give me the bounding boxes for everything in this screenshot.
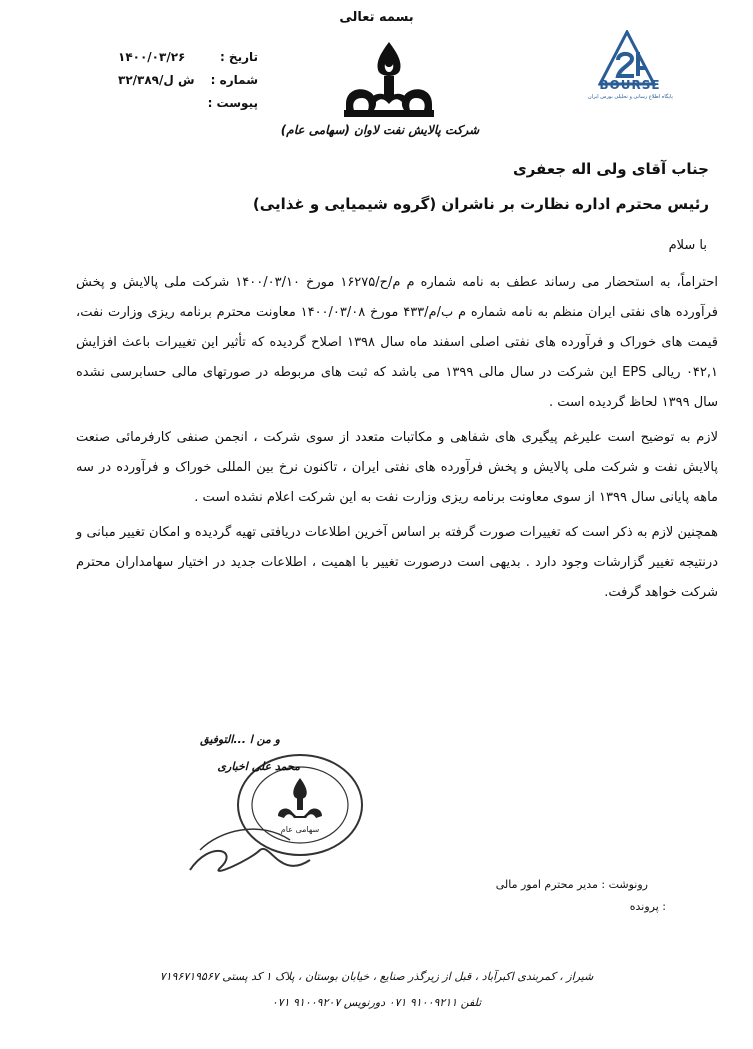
attachment-row: [118, 92, 258, 115]
body-paragraph: لازم به توضیح است علیرغم پیگیری های شفاهی و مکاتبات متعدد از سوی شرکت ، انجمن صنفی کارفرمائی صنعت پالایش نفت و شرکت ملی پالایش و پخش فرآورده های نفتی ایران ، تاکنون نرخ بین المللی خوراک و فرآورده در سه ماهه پایانی سال ۱۳۹۹ از سوی معاونت برنامه ریزی وزارت نفت به این شرکت اعلام نشده است .: [76, 430, 718, 505]
stamp-text: سهامی عام: [280, 825, 320, 834]
recipient-name: جناب آقای ولی اله جعفری: [512, 160, 709, 178]
signatory-name: محمد علی اخباری: [217, 760, 300, 773]
number-row: [118, 69, 258, 92]
date-row: [118, 46, 258, 69]
number-label: شماره :: [210, 73, 258, 87]
cc-file: : پرونده: [629, 900, 666, 913]
letter-body: [76, 268, 718, 613]
cc-recipient: رونوشت : مدیر محترم امور مالی: [495, 878, 648, 891]
recipient-title: رئیس محترم اداره نظارت بر ناشران (گروه شیمیایی و غذایی): [252, 195, 709, 213]
nioc-logo-icon: [340, 40, 438, 120]
closing-phrase: و من ا ...التوفیق: [200, 733, 280, 746]
footer-phones: تلفن ۹۱۰۰۹۲۱۱ ۰۷۱ دورنویس ۹۱۰۰۹۲۰۷ ۰۷۱: [271, 996, 482, 1009]
bourse-tagline: پایگاه اطلاع رسانی و تحلیلی بورس ایران: [588, 94, 673, 100]
letter-meta: [118, 46, 258, 115]
number-value: ش ل/۳۲/۳۸۹: [118, 73, 195, 87]
body-paragraph: احتراماً، به استحضار می رساند عطف به نامه شماره م م/ح/۱۶۲۷۵ مورخ ۱۴۰۰/۰۳/۱۰ شرکت ملی پالایش و پخش فرآورده های نفتی ایران منظم به نامه شماره م ب/م/۴۳۳ مورخ ۱۴۰۰/۰۳/۰۸ معاونت محترم برنامه ریزی وزارت نفت، قیمت های خوراک و فرآورده های نفتی اصلی اسفند ماه سال ۱۳۹۸ اصلاح گردیده که تأثیر این تغییرات باعث افزایش ۰۴۲,۱ ریالی EPS این شرکت در سال مالی ۱۳۹۹ می باشد که ثبت های مربوطه در صورتهای مالی حسابرسی نشده سال ۱۳۹۹ لحاظ گردیده است .: [76, 275, 718, 410]
date-label: تاریخ :: [219, 50, 258, 64]
body-paragraph: همچنین لازم به ذکر است که تغییرات صورت گرفته بر اساس آخرین اطلاعات دریافتی تهیه گردیده و امکان تغییر مبانی و درنتیجه تغییر گزارشات وجود دارد . بدیهی است درصورت تغییر با اهمیت ، اطلاعات جدید در اختیار سهامداران محترم شرکت خواهد گرفت.: [76, 525, 718, 600]
footer-address: شیراز ، کمربندی اکبرآباد ، قبل از زیرگذر صنایع ، خیابان بوستان ، پلاک ۱ کد پستی ۷۱۹۶۷۱۹۵۶۷: [159, 970, 594, 983]
bourse-logo-text: BOURSE: [599, 78, 661, 92]
company-name: شرکت پالایش نفت لاوان (سهامی عام): [280, 123, 480, 137]
date-value: ۱۴۰۰/۰۳/۲۶: [118, 50, 186, 64]
greeting: با سلام: [668, 238, 707, 253]
attachment-label: پیوست :: [207, 96, 258, 110]
bismillah: بسمه تعالی: [339, 10, 414, 25]
